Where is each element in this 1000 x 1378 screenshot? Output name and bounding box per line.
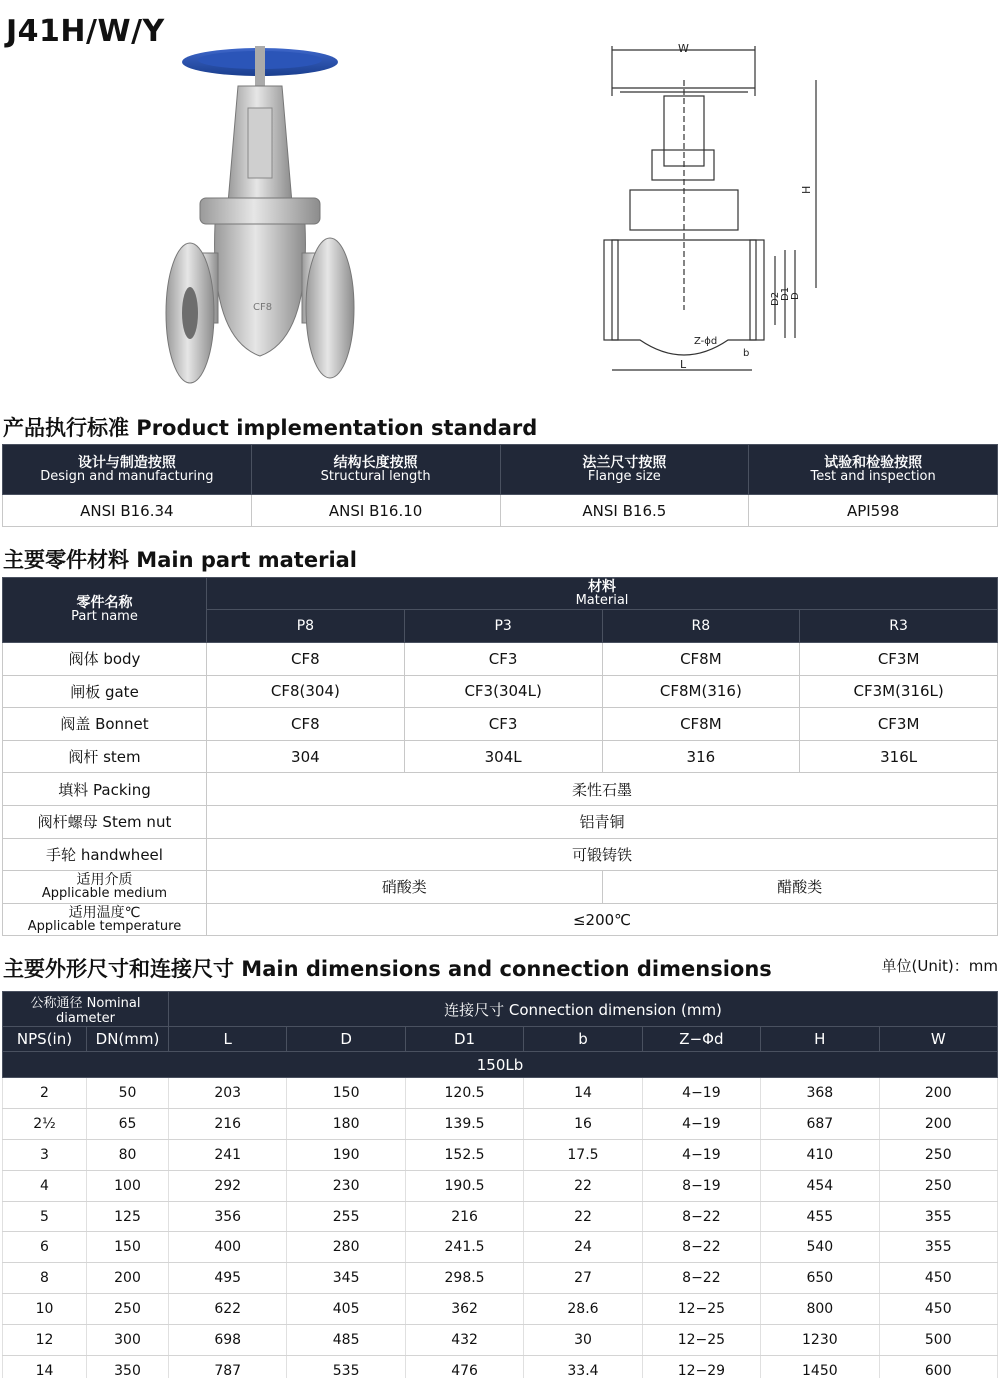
part-name-header: 零件名称 Part name	[3, 578, 207, 643]
standard-header: 试验和检验按照 Test and inspection	[749, 445, 998, 495]
table-cell: 100	[87, 1170, 169, 1201]
table-cell: 14	[3, 1356, 87, 1378]
table-cell: 4−19	[642, 1078, 760, 1109]
dimensions-section-title: 主要外形尺寸和连接尺寸 Main dimensions and connection dimensions	[3, 957, 772, 981]
standard-value: ANSI B16.5	[500, 495, 749, 527]
table-cell: 33.4	[524, 1356, 642, 1378]
table-cell: 345	[287, 1263, 405, 1294]
table-cell: 455	[761, 1201, 879, 1232]
material-row	[3, 740, 998, 773]
table-cell: 16	[524, 1108, 642, 1139]
table-cell: 12−25	[642, 1325, 760, 1356]
material-value: CF3	[404, 708, 602, 741]
table-cell: 14	[524, 1078, 642, 1109]
material-value: 可锻铸铁	[207, 838, 998, 871]
dim-label-l: L	[680, 358, 687, 371]
table-cell: 120.5	[405, 1078, 523, 1109]
standard-header: 法兰尺寸按照 Flange size	[500, 445, 749, 495]
table-cell: 298.5	[405, 1263, 523, 1294]
table-cell: 280	[287, 1232, 405, 1263]
table-cell: 5	[3, 1201, 87, 1232]
table-cell: 8−22	[642, 1263, 760, 1294]
material-value: CF3M	[800, 708, 998, 741]
table-cell: 450	[879, 1294, 997, 1325]
table-cell: 150	[287, 1078, 405, 1109]
material-value: CF3(304L)	[404, 675, 602, 708]
material-row	[3, 903, 998, 936]
table-cell: 230	[287, 1170, 405, 1201]
table-cell: 687	[761, 1108, 879, 1139]
table-cell: 495	[169, 1263, 287, 1294]
column-header: D	[287, 1027, 405, 1052]
table-cell: 650	[761, 1263, 879, 1294]
table-cell: 600	[879, 1356, 997, 1378]
part-name: 阀杆螺母 Stem nut	[3, 805, 207, 838]
table-cell: 800	[761, 1294, 879, 1325]
table-cell: 787	[169, 1356, 287, 1378]
table-cell: 30	[524, 1325, 642, 1356]
table-cell: 454	[761, 1170, 879, 1201]
material-value: 柔性石墨	[207, 773, 998, 806]
table-cell: 139.5	[405, 1108, 523, 1139]
dim-label-b: b	[743, 348, 750, 359]
table-cell: 405	[287, 1294, 405, 1325]
dim-label-zd: Z-ϕd	[694, 336, 718, 347]
dim-label-h: H	[800, 185, 813, 194]
table-cell: 200	[87, 1263, 169, 1294]
material-value: CF8	[207, 708, 405, 741]
table-row	[3, 1201, 998, 1232]
table-cell: 65	[87, 1108, 169, 1139]
column-header: D1	[405, 1027, 523, 1052]
medium-label: 适用介质 Applicable medium	[3, 871, 207, 904]
table-cell: 250	[879, 1170, 997, 1201]
table-cell: 241.5	[405, 1232, 523, 1263]
grade-header: P8	[207, 610, 405, 643]
part-name: 阀盖 Bonnet	[3, 708, 207, 741]
material-value: 304	[207, 740, 405, 773]
table-cell: 450	[879, 1263, 997, 1294]
standard-header: 结构长度按照 Structural length	[251, 445, 500, 495]
column-header: H	[761, 1027, 879, 1052]
standard-header: 设计与制造按照 Design and manufacturing	[3, 445, 252, 495]
material-value: CF3	[404, 643, 602, 676]
table-cell: 190.5	[405, 1170, 523, 1201]
part-name: 手轮 handwheel	[3, 838, 207, 871]
standard-table	[2, 444, 998, 527]
table-cell: 2½	[3, 1108, 87, 1139]
material-value: 316L	[800, 740, 998, 773]
material-value: 316	[602, 740, 800, 773]
part-name: 闸板 gate	[3, 675, 207, 708]
table-cell: 24	[524, 1232, 642, 1263]
table-cell: 216	[405, 1201, 523, 1232]
table-cell: 292	[169, 1170, 287, 1201]
part-name: 填料 Packing	[3, 773, 207, 806]
column-header: DN(mm)	[87, 1027, 169, 1052]
table-cell: 80	[87, 1139, 169, 1170]
table-cell: 300	[87, 1325, 169, 1356]
unit-label: 单位(Unit)：mm	[881, 957, 998, 975]
table-row	[3, 1325, 998, 1356]
table-cell: 356	[169, 1201, 287, 1232]
dim-label-d: D	[790, 292, 801, 300]
table-cell: 500	[879, 1325, 997, 1356]
temperature-value: ≤200℃	[207, 903, 998, 936]
material-value: CF8(304)	[207, 675, 405, 708]
column-header: W	[879, 1027, 997, 1052]
standard-value: API598	[749, 495, 998, 527]
standard-value: ANSI B16.10	[251, 495, 500, 527]
column-header: L	[169, 1027, 287, 1052]
material-section-title: 主要零件材料 Main part material	[3, 548, 358, 572]
table-cell: 535	[287, 1356, 405, 1378]
table-cell: 698	[169, 1325, 287, 1356]
material-value: CF8	[207, 643, 405, 676]
table-cell: 1230	[761, 1325, 879, 1356]
part-name: 阀杆 stem	[3, 740, 207, 773]
table-cell: 10	[3, 1294, 87, 1325]
table-row	[3, 1356, 998, 1378]
table-cell: 8−19	[642, 1170, 760, 1201]
material-value: 304L	[404, 740, 602, 773]
table-cell: 355	[879, 1232, 997, 1263]
table-cell: 8	[3, 1263, 87, 1294]
table-cell: 8−22	[642, 1201, 760, 1232]
material-row	[3, 871, 998, 904]
table-cell: 125	[87, 1201, 169, 1232]
table-cell: 50	[87, 1078, 169, 1109]
standard-value: ANSI B16.34	[3, 495, 252, 527]
nominal-diameter-header: 公称通径 Nominal diameter	[3, 992, 169, 1027]
grade-header: R8	[602, 610, 800, 643]
table-cell: 6	[3, 1232, 87, 1263]
table-row	[3, 1078, 998, 1109]
table-cell: 8−22	[642, 1232, 760, 1263]
table-cell: 540	[761, 1232, 879, 1263]
table-cell: 216	[169, 1108, 287, 1139]
material-row	[3, 675, 998, 708]
material-row	[3, 773, 998, 806]
material-row	[3, 708, 998, 741]
material-value: CF3M(316L)	[800, 675, 998, 708]
table-cell: 255	[287, 1201, 405, 1232]
table-cell: 27	[524, 1263, 642, 1294]
material-row	[3, 838, 998, 871]
material-value: CF8M(316)	[602, 675, 800, 708]
table-cell: 22	[524, 1170, 642, 1201]
standard-section-title: 产品执行标准 Product implementation standard	[3, 416, 538, 440]
column-header: Z−Φd	[642, 1027, 760, 1052]
table-cell: 28.6	[524, 1294, 642, 1325]
table-cell: 476	[405, 1356, 523, 1378]
medium-value: 硝酸类	[207, 871, 603, 904]
table-cell: 203	[169, 1078, 287, 1109]
valve-photo	[160, 38, 370, 388]
table-cell: 190	[287, 1139, 405, 1170]
material-value: CF3M	[800, 643, 998, 676]
table-row	[3, 1139, 998, 1170]
table-cell: 485	[287, 1325, 405, 1356]
temperature-label: 适用温度℃ Applicable temperature	[3, 903, 207, 936]
table-cell: 12	[3, 1325, 87, 1356]
table-cell: 400	[169, 1232, 287, 1263]
table-cell: 4−19	[642, 1108, 760, 1139]
material-row	[3, 805, 998, 838]
dim-label-d1: D1	[780, 286, 791, 301]
table-cell: 432	[405, 1325, 523, 1356]
table-cell: 4	[3, 1170, 87, 1201]
column-header: b	[524, 1027, 642, 1052]
material-table	[2, 577, 998, 936]
medium-value: 醋酸类	[602, 871, 998, 904]
dim-label-d2: D2	[770, 291, 781, 306]
table-cell: 362	[405, 1294, 523, 1325]
model-title: J41H/W/Y	[6, 14, 165, 49]
dimensions-table	[2, 991, 998, 1378]
part-name: 阀体 body	[3, 643, 207, 676]
table-cell: 2	[3, 1078, 87, 1109]
dimension-drawing	[600, 40, 840, 380]
table-cell: 250	[879, 1139, 997, 1170]
table-row	[3, 1232, 998, 1263]
table-cell: 250	[87, 1294, 169, 1325]
table-cell: 17.5	[524, 1139, 642, 1170]
connection-dimension-header: 连接尺寸 Connection dimension (mm)	[169, 992, 998, 1027]
table-cell: 200	[879, 1078, 997, 1109]
table-row	[3, 1294, 998, 1325]
dim-label-w: W	[678, 42, 689, 55]
material-header: 材料 Material	[207, 578, 998, 610]
table-cell: 368	[761, 1078, 879, 1109]
table-cell: 4−19	[642, 1139, 760, 1170]
material-row	[3, 643, 998, 676]
table-cell: 12−29	[642, 1356, 760, 1378]
grade-header: R3	[800, 610, 998, 643]
material-value: 铝青铜	[207, 805, 998, 838]
table-cell: 152.5	[405, 1139, 523, 1170]
table-cell: 200	[879, 1108, 997, 1139]
material-value: CF8M	[602, 643, 800, 676]
table-row	[3, 1263, 998, 1294]
table-cell: 355	[879, 1201, 997, 1232]
pressure-class-header: 150Lb	[3, 1052, 998, 1078]
table-cell: 1450	[761, 1356, 879, 1378]
table-cell: 3	[3, 1139, 87, 1170]
table-cell: 350	[87, 1356, 169, 1378]
table-cell: 12−25	[642, 1294, 760, 1325]
table-cell: 241	[169, 1139, 287, 1170]
table-row	[3, 1170, 998, 1201]
material-value: CF8M	[602, 708, 800, 741]
svg-text:CF8: CF8	[253, 302, 273, 313]
table-row	[3, 1108, 998, 1139]
table-cell: 410	[761, 1139, 879, 1170]
table-cell: 622	[169, 1294, 287, 1325]
column-header: NPS(in)	[3, 1027, 87, 1052]
table-cell: 180	[287, 1108, 405, 1139]
grade-header: P3	[404, 610, 602, 643]
table-cell: 22	[524, 1201, 642, 1232]
table-cell: 150	[87, 1232, 169, 1263]
